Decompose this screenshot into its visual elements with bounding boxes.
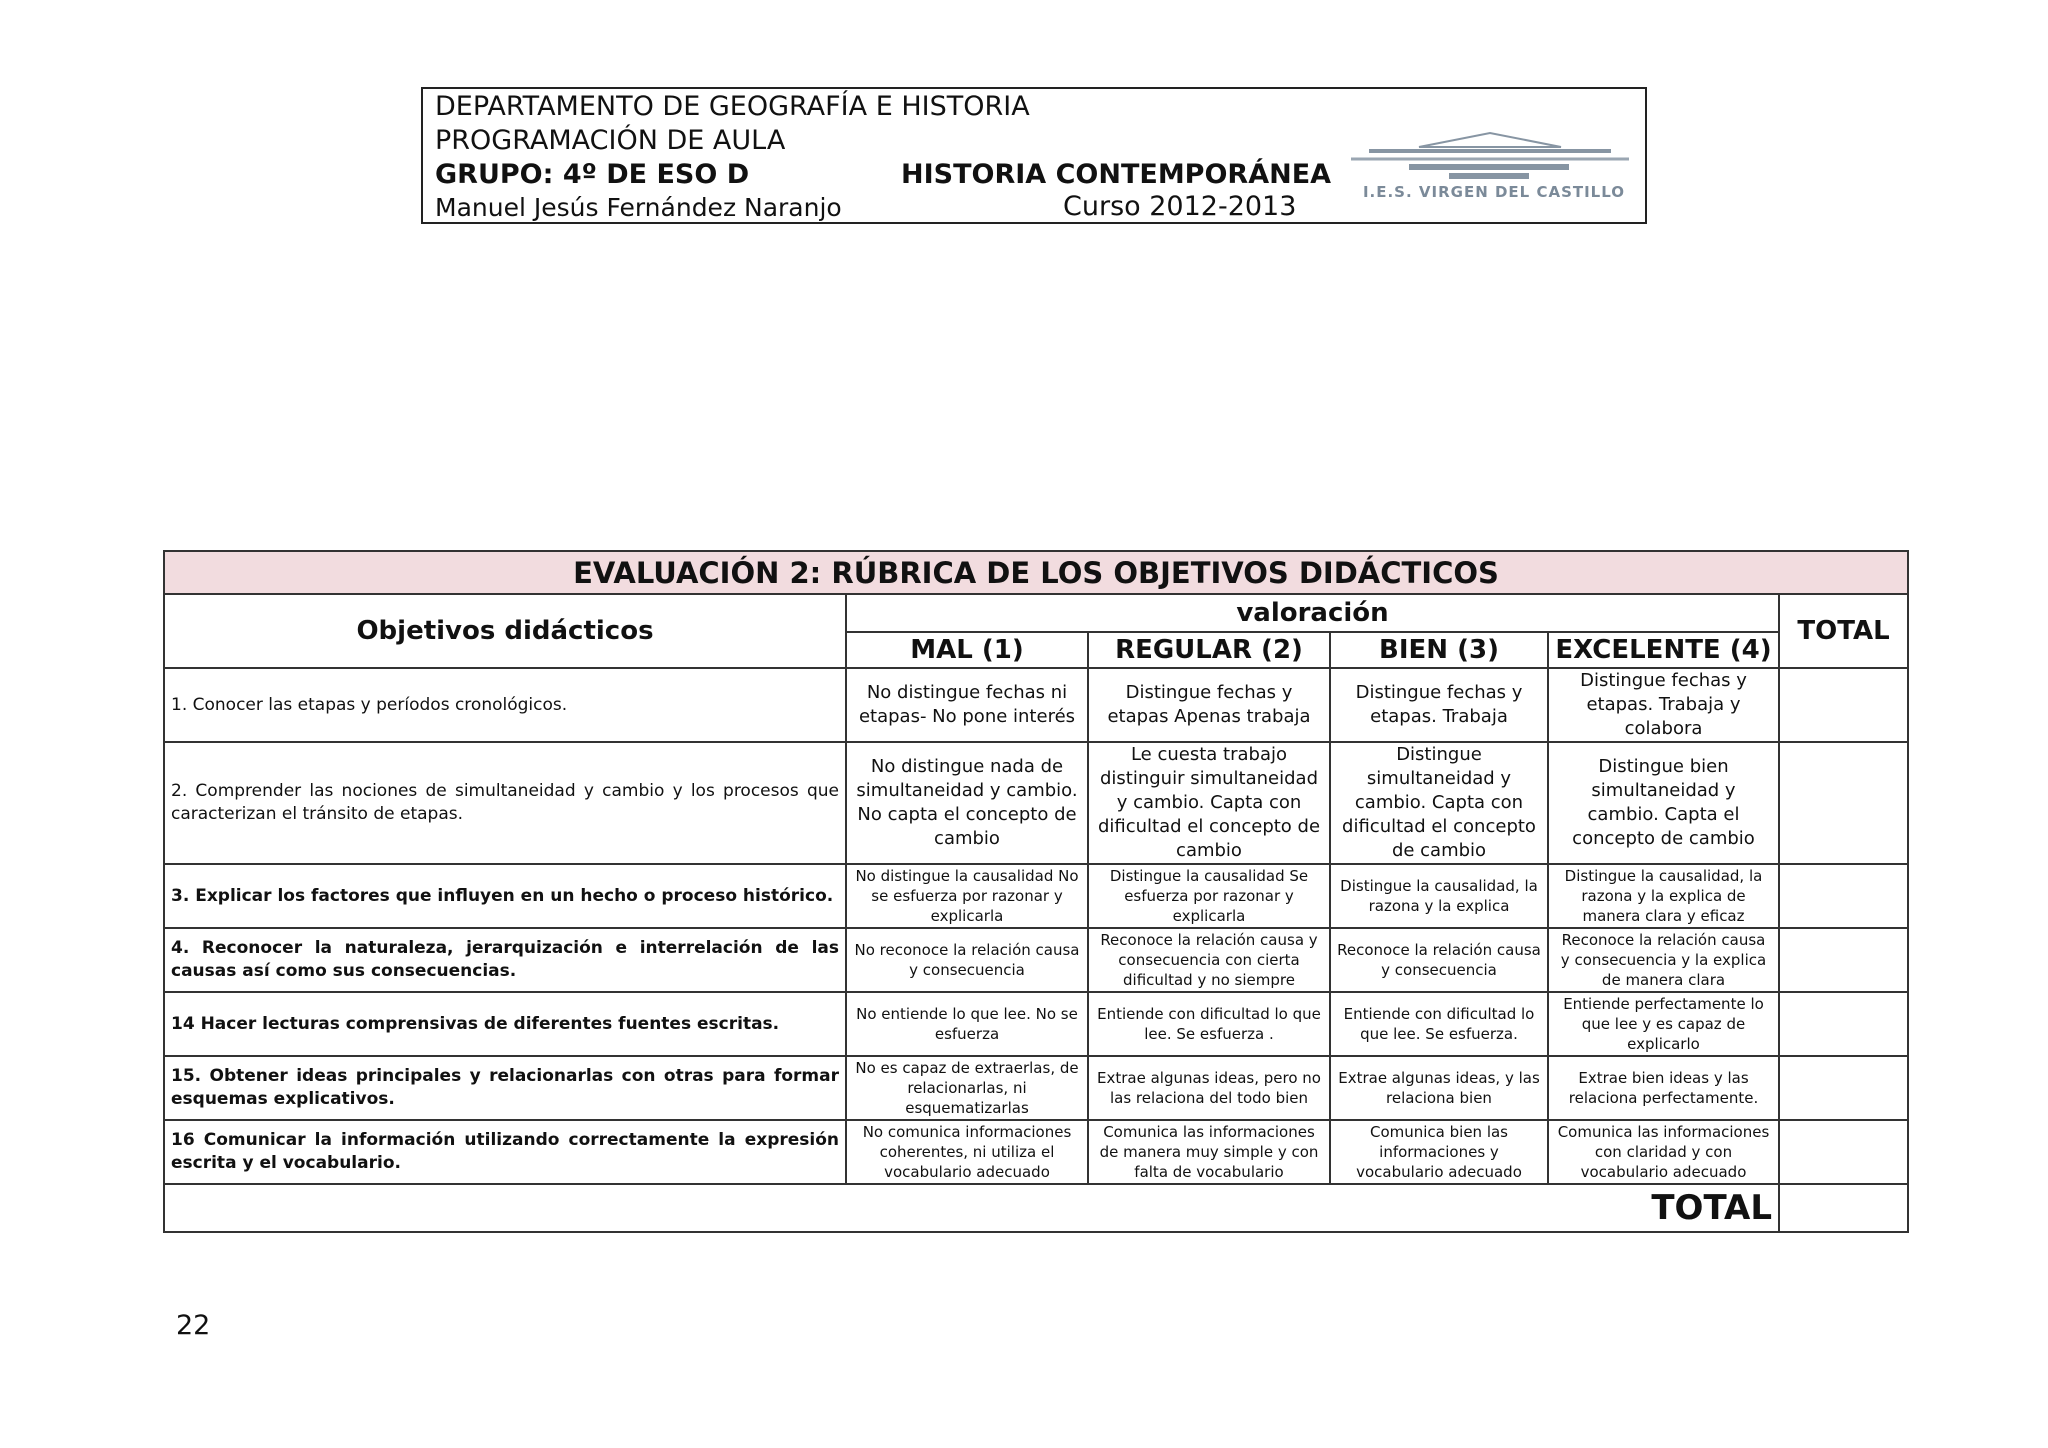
total-cell	[1779, 864, 1908, 928]
table-row	[164, 742, 1908, 864]
total-cell	[1779, 1056, 1908, 1120]
table-row	[164, 1120, 1908, 1184]
excelente-cell: Distingue la causalidad, la razona y la explica de manera clara y eficaz	[1548, 864, 1779, 928]
school-logo-icon	[1349, 125, 1631, 189]
rubric-table	[163, 550, 1909, 1233]
regular-cell: Le cuesta trabajo distinguir simultaneidad y cambio. Capta con dificultad el concepto de cambio	[1088, 742, 1330, 864]
objective-cell: 15. Obtener ideas principales y relacionarlas con otras para formar esquemas explicativos.	[164, 1056, 846, 1120]
total-row	[164, 1184, 1908, 1232]
mal-cell: No entiende lo que lee. No se esfuerza	[846, 992, 1088, 1056]
teacher-name: Manuel Jesús Fernández Naranjo	[435, 193, 842, 222]
table-row	[164, 992, 1908, 1056]
regular-cell: Extrae algunas ideas, pero no las relaciona del todo bien	[1088, 1056, 1330, 1120]
rubric-title: EVALUACIÓN 2: RÚBRICA DE LOS OBJETIVOS DIDÁCTICOS	[164, 551, 1908, 594]
page-number: 22	[176, 1310, 211, 1341]
excelente-cell: Reconoce la relación causa y consecuencia y la explica de manera clara	[1548, 928, 1779, 992]
objective-cell: 3. Explicar los factores que influyen en un hecho o proceso histórico.	[164, 864, 846, 928]
department-name: DEPARTAMENTO DE GEOGRAFÍA E HISTORIA	[435, 91, 1030, 122]
bien-cell: Comunica bien las informaciones y vocabulario adecuado	[1330, 1120, 1548, 1184]
mal-cell: No distingue la causalidad No se esfuerza por razonar y explicarla	[846, 864, 1088, 928]
total-cell	[1779, 668, 1908, 742]
table-row	[164, 1056, 1908, 1120]
excelente-cell: Distingue fechas y etapas. Trabaja y colabora	[1548, 668, 1779, 742]
regular-cell: Comunica las informaciones de manera muy simple y con falta de vocabulario	[1088, 1120, 1330, 1184]
subject-title: HISTORIA CONTEMPORÁNEA	[901, 159, 1332, 190]
level-excelente-header: EXCELENTE (4)	[1548, 632, 1779, 668]
objective-cell: 16 Comunicar la información utilizando correctamente la expresión escrita y el vocabulario.	[164, 1120, 846, 1184]
excelente-cell: Entiende perfectamente lo que lee y es capaz de explicarlo	[1548, 992, 1779, 1056]
table-row	[164, 928, 1908, 992]
total-cell	[1779, 992, 1908, 1056]
grand-total-cell	[1779, 1184, 1908, 1232]
level-bien-header: BIEN (3)	[1330, 632, 1548, 668]
objectives-header: Objetivos didácticos	[164, 594, 846, 668]
excelente-cell: Comunica las informaciones con claridad y con vocabulario adecuado	[1548, 1120, 1779, 1184]
mal-cell: No distingue nada de simultaneidad y cambio. No capta el concepto de cambio	[846, 742, 1088, 864]
group-label: GRUPO: 4º DE ESO D	[435, 159, 750, 190]
total-cell	[1779, 1120, 1908, 1184]
total-header: TOTAL	[1779, 594, 1908, 668]
excelente-cell: Distingue bien simultaneidad y cambio. Capta el concepto de cambio	[1548, 742, 1779, 864]
document-header	[421, 87, 1647, 224]
bien-cell: Entiende con dificultad lo que lee. Se esfuerza.	[1330, 992, 1548, 1056]
bien-cell: Distingue simultaneidad y cambio. Capta con dificultad el concepto de cambio	[1330, 742, 1548, 864]
total-cell	[1779, 742, 1908, 864]
regular-cell: Reconoce la relación causa y consecuencia con cierta dificultad y no siempre	[1088, 928, 1330, 992]
regular-cell: Distingue la causalidad Se esfuerza por razonar y explicarla	[1088, 864, 1330, 928]
regular-cell: Distingue fechas y etapas Apenas trabaja	[1088, 668, 1330, 742]
bien-cell: Distingue fechas y etapas. Trabaja	[1330, 668, 1548, 742]
objective-cell: 1. Conocer las etapas y períodos cronológicos.	[164, 668, 846, 742]
excelente-cell: Extrae bien ideas y las relaciona perfectamente.	[1548, 1056, 1779, 1120]
level-mal-header: MAL (1)	[846, 632, 1088, 668]
total-cell	[1779, 928, 1908, 992]
objective-cell: 14 Hacer lecturas comprensivas de diferentes fuentes escritas.	[164, 992, 846, 1056]
objective-cell: 2. Comprender las nociones de simultaneidad y cambio y los procesos que caracterizan el tránsito de etapas.	[164, 742, 846, 864]
total-label: TOTAL	[164, 1184, 1779, 1232]
bien-cell: Extrae algunas ideas, y las relaciona bien	[1330, 1056, 1548, 1120]
course-year: Curso 2012-2013	[1063, 191, 1297, 222]
table-row	[164, 668, 1908, 742]
mal-cell: No distingue fechas ni etapas- No pone interés	[846, 668, 1088, 742]
bien-cell: Distingue la causalidad, la razona y la explica	[1330, 864, 1548, 928]
level-regular-header: REGULAR (2)	[1088, 632, 1330, 668]
bien-cell: Reconoce la relación causa y consecuencia	[1330, 928, 1548, 992]
table-row	[164, 864, 1908, 928]
valoracion-header: valoración	[846, 594, 1779, 632]
mal-cell: No reconoce la relación causa y consecuencia	[846, 928, 1088, 992]
regular-cell: Entiende con dificultad lo que lee. Se esfuerza .	[1088, 992, 1330, 1056]
programming-title: PROGRAMACIÓN DE AULA	[435, 125, 786, 156]
school-logo-text: I.E.S. VIRGEN DEL CASTILLO	[1362, 183, 1626, 201]
mal-cell: No es capaz de extraerlas, de relacionarlas, ni esquematizarlas	[846, 1056, 1088, 1120]
objective-cell: 4. Reconocer la naturaleza, jerarquización e interrelación de las causas así como sus consecuencias.	[164, 928, 846, 992]
mal-cell: No comunica informaciones coherentes, ni utiliza el vocabulario adecuado	[846, 1120, 1088, 1184]
